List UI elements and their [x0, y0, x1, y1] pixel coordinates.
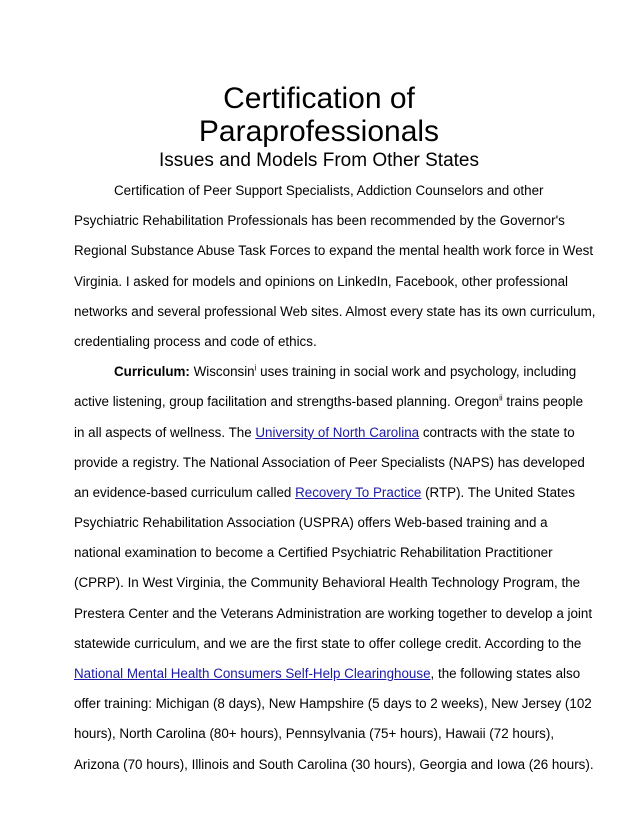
- paragraph-line: [74, 387, 584, 417]
- text-run: (RTP). The United States: [421, 484, 575, 500]
- paragraph-line: credentialing process and code of ethics.: [74, 333, 317, 349]
- paragraph-line: (CPRP). In West Virginia, the Community Behavioral Health Technology Program, the: [74, 575, 581, 591]
- document-title-line-2: Paraprofessionals: [198, 115, 440, 148]
- paragraph-line: Psychiatric Rehabilitation Professionals has been recommended by the Governor's: [74, 213, 565, 229]
- paragraph-line: [74, 659, 581, 689]
- paragraph-line: statewide curriculum, and we are the first state to offer college credit. According to the: [74, 635, 582, 651]
- paragraph-line: networks and several professional Web sites. Almost every state has its own curriculum,: [74, 303, 596, 319]
- paragraph-line: Arizona (70 hours), Illinois and South Carolina (30 hours), Georgia and Iowa (26 hours).: [74, 756, 594, 772]
- footnote-marker: ii: [499, 393, 503, 403]
- paragraph-line: provide a registry. The National Association of Peer Specialists (NAPS) has developed: [74, 454, 585, 470]
- text-run: an evidence-based curriculum called: [74, 484, 296, 500]
- paragraph-intro: [74, 176, 596, 780]
- paragraph-line: [74, 478, 575, 508]
- text-run: contracts with the state to: [419, 424, 575, 440]
- paragraph-line: offer training: Michigan (8 days), New Hampshire (5 days to 2 weeks), New Jersey (102: [74, 696, 592, 712]
- paragraph-line: Psychiatric Rehabilitation Association (USPRA) offers Web-based training and a: [74, 515, 548, 531]
- text-run: trains people: [502, 394, 584, 410]
- paragraph-line: [74, 357, 577, 387]
- paragraph-line: national examination to become a Certified Psychiatric Rehabilitation Practitioner: [74, 545, 553, 561]
- university-of-north-carolina-link[interactable]: University of North Carolina: [255, 424, 420, 440]
- paragraph-line: [74, 418, 575, 448]
- text-run: active listening, group facilitation and strengths-based planning. Oregon: [74, 394, 500, 410]
- text-run: , the following states also: [430, 666, 581, 681]
- paragraph-line: hours), North Carolina (80+ hours), Pennsylvania (75+ hours), Hawaii (72 hours),: [74, 726, 555, 742]
- self-help-clearinghouse-link[interactable]: National Mental Health Consumers Self-Help Clearinghouse: [74, 666, 431, 681]
- paragraph-line: Prestera Center and the Veterans Administration are working together to develop a joint: [74, 605, 593, 621]
- curriculum-heading: Curriculum:: [114, 364, 190, 380]
- paragraph-line: Certification of Peer Support Specialists, Addiction Counselors and other: [114, 183, 544, 198]
- text-run: Wisconsin: [189, 364, 255, 380]
- paragraph-line: Regional Substance Abuse Task Forces to expand the mental health work force in West: [74, 243, 594, 259]
- text-run: in all aspects of wellness. The: [74, 424, 256, 440]
- document-title-line-1: Certification of: [223, 82, 415, 115]
- paragraph-line: Virginia. I asked for models and opinions on LinkedIn, Facebook, other professional: [74, 273, 569, 289]
- recovery-to-practice-link[interactable]: Recovery To Practice: [295, 484, 422, 500]
- text-run: uses training in social work and psychology, including: [256, 364, 577, 380]
- document-subtitle: Issues and Models From Other States: [159, 150, 479, 171]
- footnote-marker: i: [254, 363, 257, 373]
